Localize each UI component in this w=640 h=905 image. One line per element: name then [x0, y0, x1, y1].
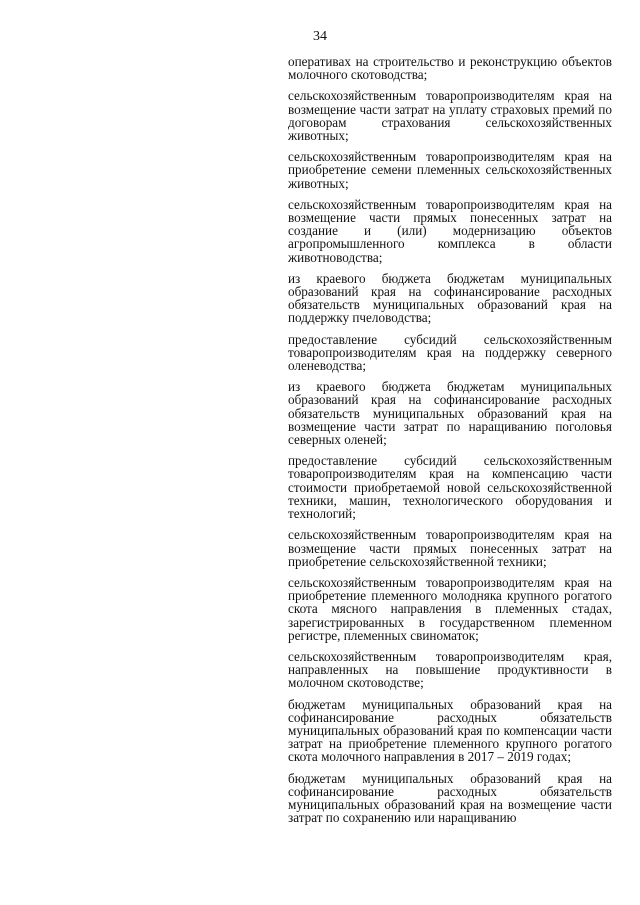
- paragraph: бюджетам муниципальных образований края на софинансирование расходных обязательств муниципальных образований края по компенсации части затрат на приобретение племенного крупного рогатого скота молочного направления в 2017 – 2019 годах;: [288, 696, 612, 765]
- paragraph: сельскохозяйственным товаропроизводителям края на приобретение семени племенных сельскохозяйственных животных;: [288, 149, 612, 191]
- paragraph: из краевого бюджета бюджетам муниципальных образований края на софинансирование расходных обязательств муниципальных образований края на поддержку пчеловодства;: [288, 270, 612, 326]
- paragraph: сельскохозяйственным товаропроизводителям края, направленных на повышение продуктивности в молочном скотоводстве;: [288, 648, 612, 691]
- page-number: 34: [313, 29, 327, 44]
- paragraph: предоставление субсидий сельскохозяйственным товаропроизводителям края на компенсацию части стоимости приобретаемой новой сельскохозяйственной техники, машин, технологического оборудования и технологий;: [288, 453, 612, 522]
- paragraph: сельскохозяйственным товаропроизводителям края на приобретение племенного молодняка крупного рогатого скота мясного направления в племенных стадах, зарегистрированных в государственном племенном регистре, племенных свиноматок;: [288, 574, 612, 643]
- paragraph: оперативах на строительство и реконструкцию объектов молочного скотоводства;: [288, 54, 612, 83]
- text-column: [288, 55, 612, 832]
- paragraph: сельскохозяйственным товаропроизводителям края на возмещение части прямых понесенных затрат на приобретение сельскохозяйственной техники;: [288, 527, 612, 569]
- paragraph: из краевого бюджета бюджетам муниципальных образований края на софинансирование расходных обязательств муниципальных образований края на возмещение части затрат по наращиванию поголовья северных оленей;: [288, 379, 612, 448]
- paragraph: предоставление субсидий сельскохозяйственным товаропроизводителям края на поддержку северного оленеводства;: [288, 331, 612, 374]
- paragraph: сельскохозяйственным товаропроизводителям края на возмещение части прямых понесенных затрат на создание и (или) модернизацию объектов агропромышленного комплекса в области животноводства;: [288, 196, 612, 265]
- paragraph: сельскохозяйственным товаропроизводителям края на возмещение части затрат на уплату страховых премий по договорам страхования сельскохозяйственных животных;: [288, 88, 612, 144]
- paragraph: бюджетам муниципальных образований края на софинансирование расходных обязательств муниципальных образований края на возмещение части затрат по сохранению или наращиванию: [288, 770, 612, 826]
